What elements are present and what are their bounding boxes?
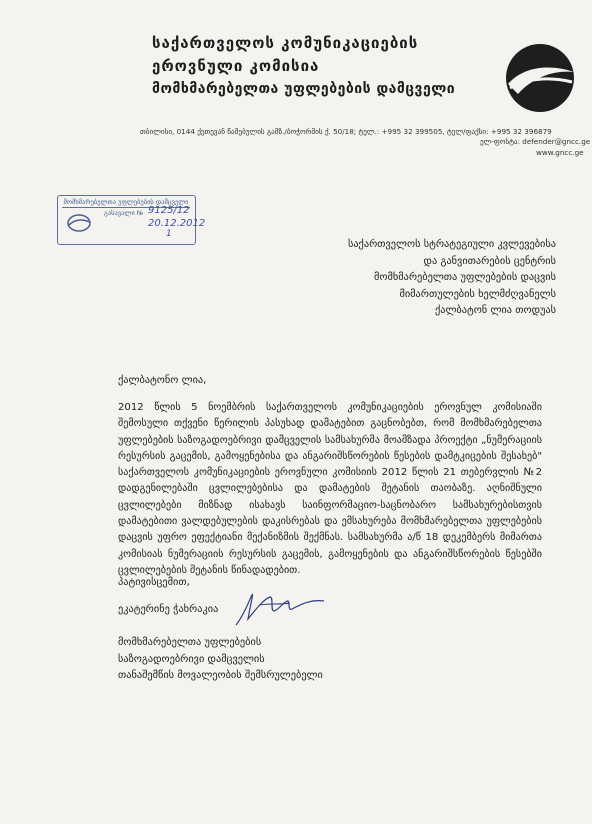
addressee-line: მომხმარებელთა უფლებების დაცვის: [374, 271, 556, 283]
contact-address: თბილისი, 0144 ქეთევან წამებულის გამზ./ბოჭორმის ქ. 50/18; ტელ.: +995 32 399505, ტელ/ფაქსი: +995 32 396879: [140, 127, 552, 136]
letterhead: [152, 34, 455, 97]
stamp-date: 20.12.2012: [148, 218, 206, 229]
addressee-line: მიმართულების ხელმძღვანელს: [399, 287, 556, 300]
contact-website: www.gncc.ge: [536, 148, 584, 157]
stamp-number-label: გასავალი №: [104, 209, 144, 217]
addressee-line: ქალბატონ ლია თოდუას: [434, 304, 556, 316]
addressee-line: და განვითარების ცენტრის: [423, 254, 556, 267]
gncc-logo-icon: [500, 38, 580, 118]
stamp-header: მომხმარებელთა უფლებების დამცველი: [63, 198, 189, 206]
salutation: ქალბატონო ლია,: [118, 374, 207, 386]
org-name-line1: საქართველოს კომუნიკაციების: [152, 34, 419, 52]
closing: პატივისცემით,: [118, 576, 190, 588]
org-name-line2: ეროვნული კომისია: [152, 57, 320, 75]
signer-title-line: თანაშემწის მოვალეობის შემსრულებელი: [118, 669, 323, 681]
addressee-block: [348, 236, 556, 319]
stamp-logo-icon: [66, 213, 92, 233]
org-department: მომხმარებელთა უფლებების დამცველი: [152, 81, 456, 97]
signer-title-line: მომხმარებელთა უფლებების: [118, 636, 262, 648]
registration-stamp: [57, 195, 206, 245]
stamp-page: 1: [166, 229, 172, 239]
contact-email: ელ-ფოსტა: defender@gncc.ge: [480, 137, 591, 146]
signer-title-line: საზოგადოებრივი დამცველის: [118, 652, 265, 665]
signer-title: [118, 634, 323, 684]
signer-name: ეკატერინე ჭახრაკია: [118, 603, 219, 615]
addressee-line: საქართველოს სტრატეგიული კვლევებისა: [347, 238, 556, 250]
letter-body: 2012 წლის 5 ნოემბრის საქართველოს კომუნიკაციების ეროვნულ კომისიაში შემოსული თქვენი წერილის პასუხად დამატებით გაცნობებთ, რომ მომხმარებელთა უფლებების საზოგადოებრივი დამცველის სამსახურმა მოამზადა პროექტი „ნუმერაციის რესურსის გაცემის, გამოყენებისა და ანგარიშსწორების წესების დამტკიცების შესახებ" საქართველოს კომუნიკაციების ეროვნული კომისიის 2012 წლის 21 თებერვლის №2 დადგენილებაში ცვლილებებისა და დამატების შეტანის თაობაზე. აღნიშნული ცვლილებები მიზნად ისახავს საინფორმაციო-საცნობარო სამსახურებისთვის დამატებითი ვალდებულების დაკისრებას და ემსახურება მომხმარებელთა უფლებების დაცვის უფრო ეფექტიანი მექანიზმის შექმნას. სამსახურმა ა/წ 18 დეკემბერს მიმართა კომისიას ნუმერაციის რესურსის გაცემის, გამოყენების და ანგარიშსწორების წესებში ცვლილებების შეტანის წინადადებით.: [118, 402, 542, 576]
handwritten-signature: [230, 585, 330, 631]
stamp-number: 9125/12: [148, 205, 190, 216]
